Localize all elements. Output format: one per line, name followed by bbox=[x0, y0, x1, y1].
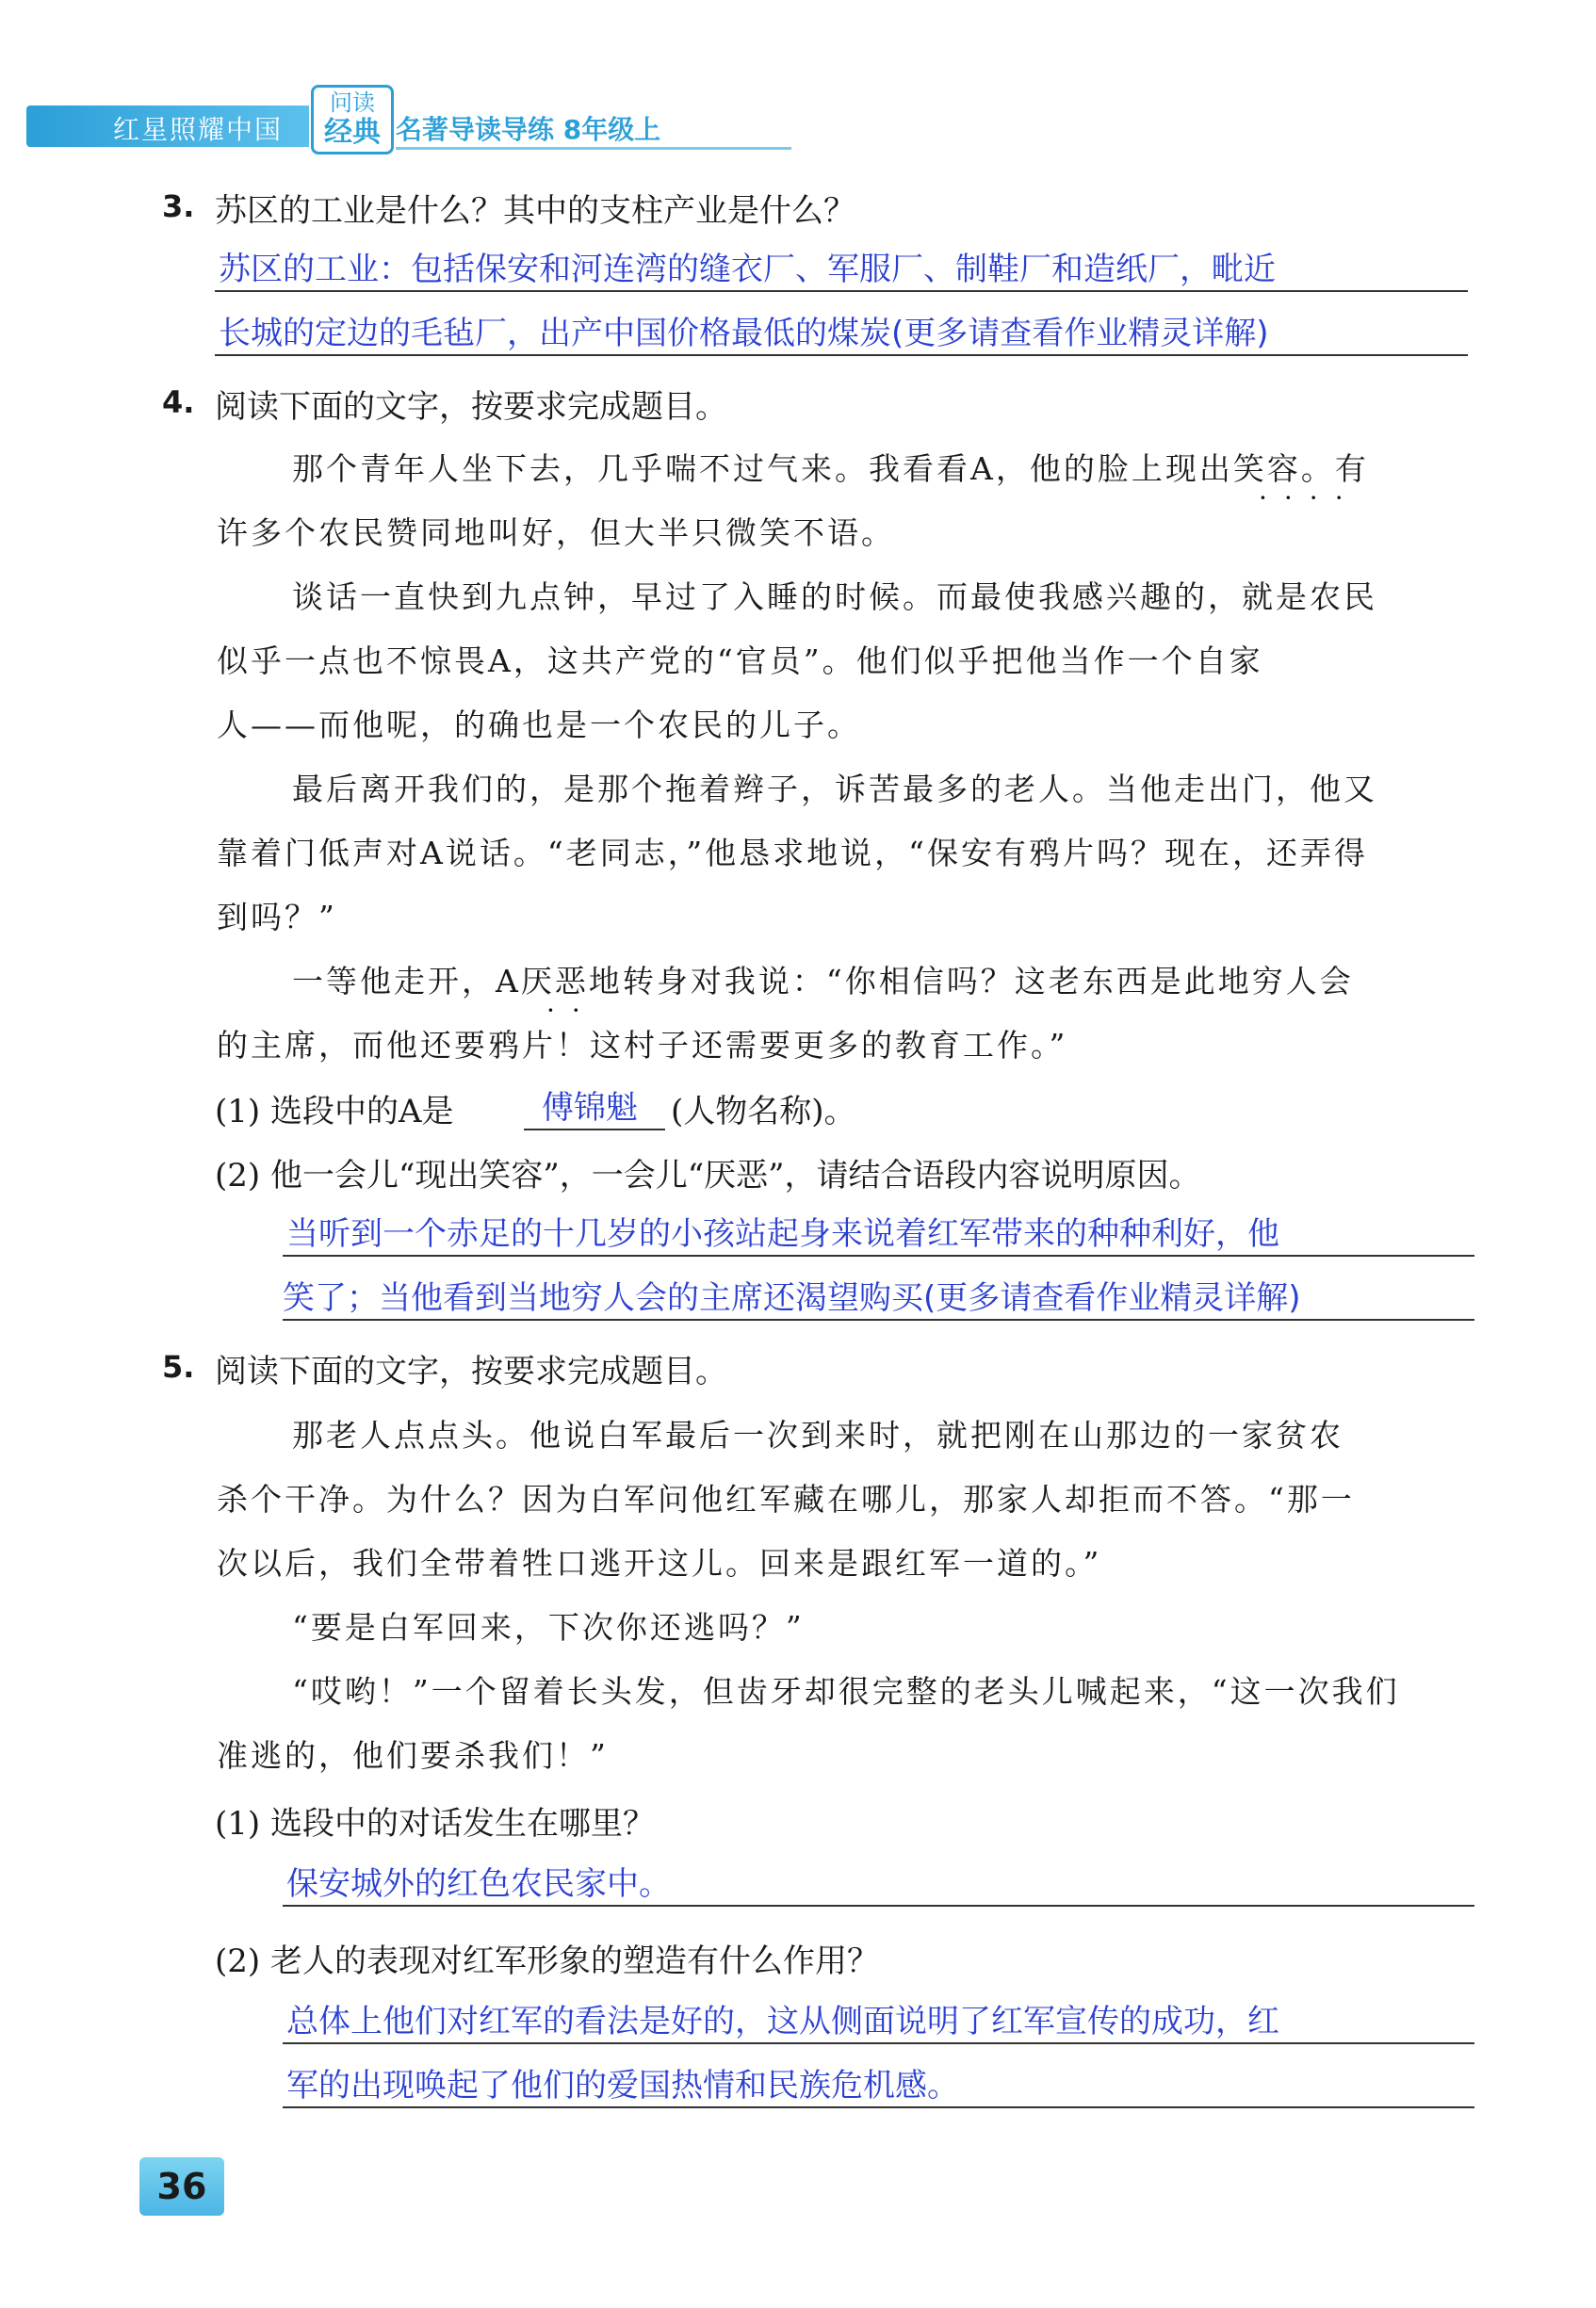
question-5-number: 5. bbox=[162, 1349, 195, 1385]
question-5-sub2-answer-line-1: 总体上他们对红军的看法是好的，这从侧面说明了红军宣传的成功，红 bbox=[286, 2003, 1279, 2040]
question-4-sub2-answer-line-1: 当听到一个赤足的十几岁的小孩站起身来说着红军带来的种种利好，他 bbox=[286, 1215, 1279, 1253]
answer-rule bbox=[215, 354, 1468, 356]
header-underline bbox=[396, 147, 791, 150]
passage-4-line: 似乎一点也不惊畏A，这共产党的“官员”。他们似乎把他当作一个自家 bbox=[217, 642, 1263, 679]
page-header bbox=[0, 85, 1596, 151]
question-4-sub2-answer-line-2: 笑了；当他看到当地穷人会的主席还渴望购买(更多请查看作业精灵详解) bbox=[283, 1279, 1301, 1317]
question-4-number: 4. bbox=[162, 384, 195, 420]
answer-rule bbox=[283, 1905, 1474, 1907]
passage-4-line: 谈话一直快到九点钟，早过了入睡的时候。而最使我感兴趣的，就是农民 bbox=[292, 578, 1377, 615]
series-logo bbox=[311, 85, 394, 154]
passage-4-line: 那个青年人坐下去，几乎喘不过气来。我看看A，他的脸上现出笑容。有 bbox=[292, 450, 1369, 487]
question-5-sub1-answer: 保安城外的红色农民家中。 bbox=[286, 1865, 671, 1903]
question-3-number: 3. bbox=[162, 188, 195, 224]
question-3-answer-line-2: 长城的定边的毛毡厂，出产中国价格最低的煤炭(更多请查看作业精灵详解) bbox=[219, 315, 1269, 352]
answer-blank bbox=[524, 1129, 665, 1130]
question-5-sub2: (2) 老人的表现对红军形象的塑造有什么作用？ bbox=[215, 1942, 879, 1980]
question-5-sub1: (1) 选段中的对话发生在哪里？ bbox=[215, 1805, 655, 1843]
logo-top-text: 问读 bbox=[330, 89, 375, 116]
answer-rule bbox=[283, 1255, 1474, 1257]
passage-4-line: 靠着门低声对A说话。“老同志，”他恳求地说，“保安有鸦片吗？现在，还弄得 bbox=[217, 835, 1368, 871]
passage-4-line: 到吗？” bbox=[217, 899, 337, 935]
question-4-sub1-answer: 傅锦魁 bbox=[542, 1089, 638, 1127]
series-subtitle: 名著导读导练 8年级上 bbox=[396, 114, 661, 145]
page-number: 36 bbox=[139, 2157, 224, 2216]
emphasis-dots: ·· bbox=[546, 995, 597, 1026]
passage-4-line: 最后离开我们的，是那个拖着辫子，诉苦最多的老人。当他走出门，他又 bbox=[292, 771, 1377, 807]
answer-rule bbox=[283, 2106, 1474, 2108]
passage-4-line: 的主席，而他还要鸦片！这村子还需要更多的教育工作。” bbox=[217, 1027, 1068, 1064]
passage-5-line: “要是白军回来，下次你还逃吗？” bbox=[292, 1609, 805, 1646]
passage-4-line: 一等他走开，A厌恶地转身对我说：“你相信吗？这老东西是此地穷人会 bbox=[292, 963, 1354, 1000]
answer-rule bbox=[215, 290, 1468, 292]
question-4-sub1-prefix: (1) 选段中的A是 bbox=[215, 1093, 454, 1130]
passage-4-line: 人——而他呢，的确也是一个农民的儿子。 bbox=[217, 707, 861, 743]
book-title: 红星照耀中国 bbox=[113, 114, 284, 145]
logo-bottom-text: 经典 bbox=[324, 116, 381, 149]
question-5-prompt: 阅读下面的文字，按要求完成题目。 bbox=[215, 1353, 727, 1390]
question-4-sub2: (2) 他一会儿“现出笑容”，一会儿“厌恶”，请结合语段内容说明原因。 bbox=[215, 1157, 1201, 1195]
passage-5-line: 次以后，我们全带着牲口逃开这儿。回来是跟红军一道的。” bbox=[217, 1545, 1102, 1582]
passage-5-line: “哎哟！”一个留着长头发，但齿牙却很完整的老头儿喊起来，“这一次我们 bbox=[292, 1673, 1400, 1710]
passage-5-line: 杀个干净。为什么？因为白军问他红军藏在哪儿，那家人却拒而不答。“那一 bbox=[217, 1481, 1355, 1518]
passage-4-line: 许多个农民赞同地叫好，但大半只微笑不语。 bbox=[217, 514, 895, 551]
answer-rule bbox=[283, 1319, 1474, 1321]
question-5-sub2-answer-line-2: 军的出现唤起了他们的爱国热情和民族危机感。 bbox=[286, 2067, 959, 2105]
question-3-text: 苏区的工业是什么？其中的支柱产业是什么？ bbox=[215, 192, 855, 230]
passage-5-line: 准逃的，他们要杀我们！” bbox=[217, 1737, 609, 1774]
question-3-answer-line-1: 苏区的工业：包括保安和河连湾的缝衣厂、军服厂、制鞋厂和造纸厂，毗近 bbox=[219, 251, 1276, 288]
question-4-sub1-suffix: (人物名称)。 bbox=[671, 1093, 856, 1130]
question-4-prompt: 阅读下面的文字，按要求完成题目。 bbox=[215, 388, 727, 426]
answer-rule bbox=[283, 2042, 1474, 2044]
emphasis-dots: ···· bbox=[1259, 482, 1360, 513]
passage-5-line: 那老人点点头。他说白军最后一次到来时，就把刚在山那边的一家贫农 bbox=[292, 1417, 1344, 1454]
